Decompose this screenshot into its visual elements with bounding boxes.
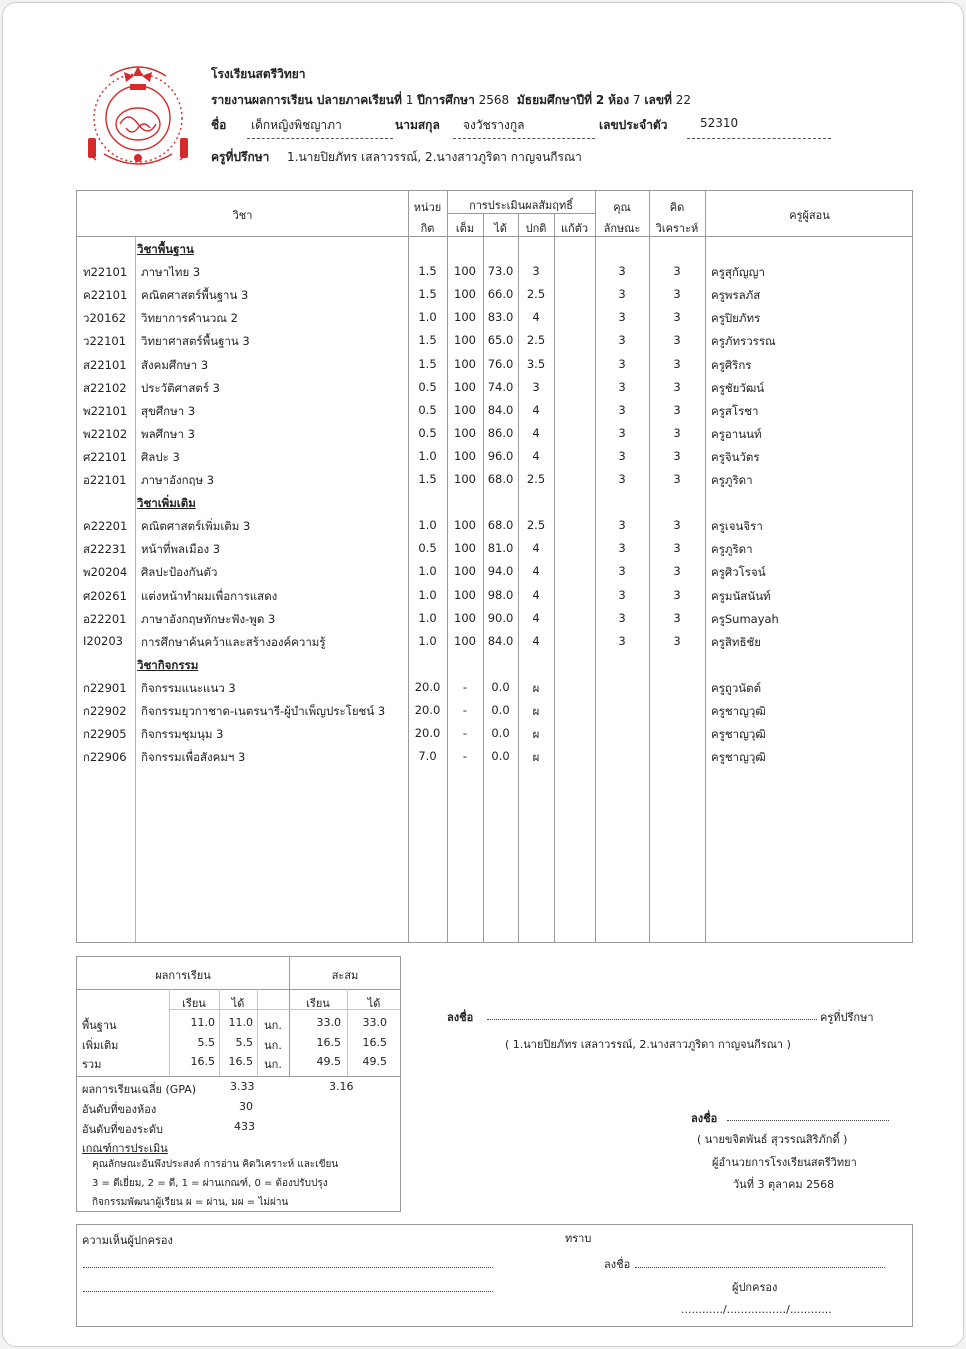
cell-credit: 0.5 [418, 425, 437, 440]
cell-teacher: ครูศิวโรจน์ [711, 565, 766, 580]
cell-trait: 3 [618, 587, 626, 602]
cell-teacher: ครูอานนท์ [711, 426, 762, 441]
section-title: วิชาพื้นฐาน [137, 242, 194, 256]
cell-trait: 3 [618, 425, 626, 440]
parent-role: ผู้ปกครอง [732, 1281, 778, 1294]
cell-teacher: ครูSumayah [711, 611, 779, 626]
cell-teacher: ครูภูริดา [711, 542, 753, 557]
cell-code: ก22906 [83, 750, 127, 765]
cell-grade: ผ [532, 750, 540, 765]
report-sheet [2, 2, 964, 1347]
cell-got: 84.0 [487, 402, 514, 417]
col-full: เต็ม [455, 222, 475, 235]
cell-teacher: ครูศิริกร [711, 357, 752, 372]
cell-trait: 3 [618, 541, 626, 556]
cell-got: 0.0 [491, 726, 510, 741]
cell-got: 65.0 [487, 333, 514, 348]
summary-c_study: 49.5 [316, 1055, 341, 1068]
cell-got: 66.0 [487, 287, 514, 302]
cell-full: 100 [454, 333, 476, 348]
cell-code: พ22102 [83, 426, 128, 441]
cell-credit: 1.0 [418, 587, 437, 602]
summary-c_got: 16.5 [362, 1035, 387, 1049]
cell-code: ค22101 [83, 288, 128, 303]
summary-study: 16.5 [190, 1055, 215, 1068]
cell-teacher: ครูภัทรวรรณ [711, 334, 776, 349]
summary-study: 11.0 [190, 1016, 215, 1029]
cell-name: สุขศึกษา 3 [141, 403, 196, 418]
sum-col-study: เรียน [182, 997, 206, 1010]
criteria-title: เกณฑ์การประเมิน [82, 1142, 168, 1155]
cell-grade: 2.5 [526, 333, 546, 348]
cell-code: ท22101 [83, 265, 128, 280]
summary-unit: นก. [264, 1038, 282, 1052]
cell-full: 100 [454, 310, 476, 325]
cell-code: ส22231 [83, 542, 127, 557]
cell-think: 3 [673, 287, 681, 302]
cell-code: ส22102 [83, 380, 127, 395]
cell-teacher: ครูพรลภัส [711, 288, 761, 303]
cell-think: 3 [673, 310, 681, 325]
cell-credit: 1.0 [418, 564, 437, 579]
cell-credit: 1.5 [418, 333, 437, 348]
student-id: 52310 [700, 116, 739, 130]
cell-got: 0.0 [491, 703, 510, 717]
director-sign-label: ลงชื่อ [691, 1112, 718, 1125]
cell-trait: 3 [618, 379, 626, 394]
parent-ack-label: ทราบ [565, 1232, 592, 1245]
cell-grade: 4 [532, 425, 540, 440]
cell-credit: 20.0 [414, 726, 441, 741]
col-credit-2: กิต [420, 222, 435, 235]
cell-got: 68.0 [487, 472, 514, 486]
cell-got: 73.0 [487, 264, 514, 279]
cell-full: 100 [454, 472, 476, 486]
cell-trait: 3 [618, 610, 626, 625]
cell-grade: 4 [532, 402, 540, 417]
summary-c_study: 33.0 [316, 1016, 341, 1029]
cell-got: 83.0 [487, 310, 514, 325]
cell-teacher: ครูสโรชา [711, 403, 759, 418]
cell-grade: 2.5 [526, 287, 546, 302]
cell-full: 100 [454, 633, 476, 648]
rank-level-value: 433 [234, 1120, 255, 1133]
cell-think: 3 [673, 587, 681, 602]
cell-credit: 1.5 [418, 356, 437, 371]
id-label: เลขประจำตัว [599, 118, 668, 132]
criteria-line-1: คุณลักษณะอันพึงประสงค์ การอ่าน คิดวิเคราะห์ และเขียน [92, 1159, 339, 1170]
cell-teacher: ครูมนัสนันท์ [711, 588, 771, 603]
col-think-2: วิเคราะห์ [655, 222, 699, 235]
director-title: ผู้อำนวยการโรงเรียนสตรีวิทยา [712, 1156, 857, 1169]
cell-think: 3 [673, 356, 681, 371]
cell-got: 76.0 [487, 356, 514, 371]
cell-credit: 20.0 [414, 679, 441, 694]
cell-full: 100 [454, 448, 476, 463]
cell-grade: 2.5 [526, 518, 546, 533]
cell-trait: 3 [618, 287, 626, 302]
cell-think: 3 [673, 333, 681, 348]
cell-got: 0.0 [491, 749, 510, 764]
cell-trait: 3 [618, 518, 626, 533]
cell-grade: 4 [532, 610, 540, 625]
cell-name: ภาษาอังกฤษ 3 [141, 473, 215, 487]
gpa-cumulative: 3.16 [329, 1080, 354, 1093]
school-name: โรงเรียนสตรีวิทยา [211, 67, 306, 81]
cell-credit: 1.0 [418, 310, 437, 325]
cell-trait: 3 [618, 310, 626, 325]
cell-full: 100 [454, 541, 476, 556]
cell-think: 3 [673, 541, 681, 556]
cell-code: ว22101 [83, 334, 127, 349]
parent-opinion-label: ความเห็นผู้ปกครอง [82, 1234, 173, 1247]
summary-c_got: 33.0 [362, 1016, 387, 1029]
cell-code: อ22201 [83, 611, 127, 626]
cell-code: ก22905 [83, 727, 127, 742]
cell-full: 100 [454, 356, 476, 371]
summary-got: 16.5 [228, 1055, 253, 1068]
cell-full: 100 [454, 264, 476, 279]
sum-col-cum-got: ได้ [367, 997, 381, 1010]
cell-name: แต่งหน้าทำผมเพื่อการแสดง [141, 588, 278, 603]
cell-teacher: ครูสิทธิชัย [711, 634, 762, 649]
cell-code: ศ22101 [83, 449, 127, 464]
cell-grade: 3.5 [526, 356, 546, 371]
cell-name: ศิลปะ 3 [141, 449, 180, 464]
cell-credit: 1.5 [418, 264, 437, 279]
cell-code: ว20162 [83, 311, 127, 326]
cell-credit: 1.0 [418, 448, 437, 463]
cell-got: 81.0 [487, 541, 514, 556]
cell-grade: 3 [532, 264, 540, 279]
cell-got: 96.0 [487, 448, 514, 463]
cell-name: กิจกรรมยุวกาชาด-เนตรนารี-ผู้บำเพ็ญประโยชน์ 3 [141, 704, 386, 718]
cell-credit: 20.0 [414, 703, 441, 717]
cell-credit: 7.0 [418, 749, 437, 764]
cell-credit: 0.5 [418, 402, 437, 417]
summary-got: 11.0 [228, 1016, 253, 1029]
cell-think: 3 [673, 379, 681, 394]
cell-think: 3 [673, 472, 681, 486]
cell-got: 98.0 [487, 587, 514, 602]
cell-trait: 3 [618, 633, 626, 648]
student-surname: จงวัชรางกูล [463, 118, 525, 132]
col-subject: วิชา [232, 209, 253, 222]
cell-name: ภาษาไทย 3 [141, 265, 201, 280]
advisor-sign-names: ( 1.นายปิยภัทร เสลาวรรณ์, 2.นางสาวภูริดา กาญจนกีรณา ) [505, 1038, 791, 1051]
cell-teacher: ครูสุกัญญา [711, 265, 765, 280]
cell-teacher: ครูชาญวุฒิ [711, 727, 766, 742]
col-trait-2: ลักษณะ [603, 222, 641, 235]
gpa-value: 3.33 [230, 1080, 255, 1093]
col-trait-1: คุณ [613, 201, 631, 214]
cell-teacher: ครูชัยวัฒน์ [711, 380, 765, 395]
cell-think: 3 [673, 402, 681, 417]
cell-name: การศึกษาค้นคว้าและสร้างองค์ความรู้ [141, 634, 326, 649]
cell-teacher: ครูจินวัตร [711, 449, 760, 464]
cell-grade: 3 [532, 379, 540, 394]
summary-result-title: ผลการเรียน [155, 969, 211, 982]
cell-trait: 3 [618, 356, 626, 371]
cell-trait: 3 [618, 564, 626, 579]
cell-credit: 1.5 [418, 287, 437, 302]
cell-name: ภาษาอังกฤษทักษะฟัง-พูด 3 [141, 611, 276, 626]
cell-credit: 0.5 [418, 541, 437, 556]
cell-think: 3 [673, 564, 681, 579]
cell-think: 3 [673, 610, 681, 625]
rank-level-label: อันดับที่ของระดับ [82, 1123, 163, 1136]
summary-got: 5.5 [235, 1035, 253, 1049]
cell-code: พ22101 [83, 403, 128, 418]
parent-date-line: ............/................./............ [681, 1303, 832, 1316]
cell-grade: 2.5 [526, 472, 546, 486]
col-teacher: ครูผู้สอน [789, 209, 830, 222]
cell-grade: 4 [532, 587, 540, 602]
cell-teacher: ครูถูวนัตต์ [711, 680, 762, 695]
cell-code: I20203 [83, 633, 123, 648]
criteria-line-2: 3 = ดีเยี่ยม, 2 = ดี, 1 = ผ่านเกณฑ์, 0 = ต้องปรับปรุง [92, 1178, 328, 1189]
cell-think: 3 [673, 425, 681, 440]
cell-grade: 4 [532, 448, 540, 463]
sum-col-got: ได้ [231, 997, 245, 1010]
cell-grade: 4 [532, 564, 540, 579]
cell-full: 100 [454, 379, 476, 394]
cell-full: 100 [454, 610, 476, 625]
cell-trait: 3 [618, 333, 626, 348]
col-normal: ปกติ [525, 222, 547, 235]
cell-got: 84.0 [487, 633, 514, 648]
cell-got: 94.0 [487, 564, 514, 579]
name-label: ชื่อ [211, 118, 227, 132]
cell-credit: 1.0 [418, 518, 437, 533]
cell-name: สังคมศึกษา 3 [141, 357, 209, 372]
cell-code: ค22201 [83, 519, 128, 534]
advisor-sign-label: ลงชื่อ [447, 1011, 474, 1024]
cell-name: ศิลปะป้องกันตัว [141, 565, 218, 580]
summary-unit: นก. [264, 1058, 282, 1071]
cell-full: 100 [454, 402, 476, 417]
director-name: ( นายขจิตพันธ์ สุวรรณสิริภักดิ์ ) [697, 1133, 848, 1146]
cell-grade: 4 [532, 541, 540, 556]
cell-name: วิทยาศาสตร์พื้นฐาน 3 [141, 334, 250, 349]
cell-think: 3 [673, 448, 681, 463]
cell-full: - [462, 703, 468, 717]
summary-box [76, 956, 401, 1212]
report-title-line: รายงานผลการเรียน ปลายภาคเรียนที่ 1 ปีการศึกษา 2568 มัธยมศึกษาปีที่ 2 ห้อง 7 เลขที่ 22 [211, 93, 692, 107]
report-date: วันที่ 3 ตุลาคม 2568 [733, 1178, 835, 1191]
cell-credit: 1.5 [418, 472, 437, 486]
cell-name: กิจกรรมเพื่อสังคมฯ 3 [141, 750, 246, 765]
cell-think: 3 [673, 264, 681, 279]
summary-label: รวม [82, 1058, 102, 1071]
section-title: วิชาเพิ่มเติม [137, 496, 196, 511]
col-assessment: การประเมินผลสัมฤทธิ์ [469, 199, 573, 212]
cell-got: 68.0 [487, 518, 514, 533]
cell-think: 3 [673, 633, 681, 648]
cell-name: วิทยาการคำนวณ 2 [141, 311, 238, 326]
col-remedial: แก้ตัว [560, 222, 589, 235]
cell-got: 0.0 [491, 679, 510, 694]
cell-code: อ22101 [83, 473, 127, 487]
advisor-sign-role: ครูที่ปรึกษา [820, 1011, 874, 1024]
cell-name: กิจกรรมชุมนุม 3 [141, 727, 224, 742]
cell-grade: ผ [532, 680, 540, 695]
cell-name: คณิตศาสตร์พื้นฐาน 3 [141, 288, 249, 303]
cell-grade: ผ [532, 704, 540, 718]
cell-got: 74.0 [487, 379, 514, 394]
cell-trait: 3 [618, 264, 626, 279]
cell-trait: 3 [618, 472, 626, 486]
cell-grade: 4 [532, 633, 540, 648]
cell-teacher: ครูเจนจิรา [711, 519, 763, 534]
cell-grade: 4 [532, 310, 540, 325]
cell-code: ส22101 [83, 357, 127, 372]
summary-label: พื้นฐาน [82, 1019, 117, 1032]
cell-full: 100 [454, 564, 476, 579]
summary-cumulative-title: สะสม [331, 969, 359, 982]
cell-credit: 1.0 [418, 610, 437, 625]
cell-name: คณิตศาสตร์เพิ่มเติม 3 [141, 519, 251, 534]
rank-room-value: 30 [239, 1100, 253, 1113]
col-got: ได้ [494, 222, 507, 235]
cell-got: 90.0 [487, 610, 514, 625]
parent-box [76, 1224, 913, 1327]
cell-code: ก22902 [83, 704, 127, 718]
cell-trait: 3 [618, 448, 626, 463]
cell-code: ก22901 [83, 680, 127, 695]
col-think-1: คิด [669, 201, 685, 214]
cell-teacher: ครูชาญวุฒิ [711, 704, 766, 718]
summary-c_study: 16.5 [316, 1035, 341, 1049]
cell-credit: 1.0 [418, 633, 437, 648]
advisor-label: ครูที่ปรึกษา [211, 150, 270, 164]
criteria-line-3: กิจกรรมพัฒนาผู้เรียน ผ = ผ่าน, มผ = ไม่ผ่าน [92, 1197, 289, 1208]
section-title: วิชากิจกรรม [137, 657, 199, 672]
summary-c_got: 49.5 [362, 1055, 387, 1068]
gpa-label: ผลการเรียนเฉลี่ย (GPA) [82, 1083, 197, 1096]
cell-code: ศ20261 [83, 588, 127, 603]
cell-name: ประวัติศาสตร์ 3 [141, 380, 220, 395]
school-logo-icon [80, 58, 197, 174]
advisor-names: 1.นายปิยภัทร เสลาวรรณ์, 2.นางสาวภูริดา กาญจนกีรณา [287, 150, 582, 164]
parent-sign-label: ลงชื่อ [604, 1258, 631, 1271]
cell-code: พ20204 [83, 565, 128, 580]
grades-table [76, 190, 913, 943]
cell-full: - [462, 679, 468, 694]
cell-name: กิจกรรมแนะแนว 3 [141, 680, 236, 695]
cell-trait: 3 [618, 402, 626, 417]
cell-name: หน้าที่พลเมือง 3 [141, 542, 221, 557]
cell-full: - [462, 726, 468, 741]
sum-col-cum-study: เรียน [306, 997, 330, 1010]
surname-label: นามสกุล [395, 118, 440, 132]
cell-name: พลศึกษา 3 [141, 426, 195, 441]
cell-full: 100 [454, 287, 476, 302]
cell-credit: 0.5 [418, 379, 437, 394]
summary-label: เพิ่มเติม [82, 1038, 119, 1052]
cell-teacher: ครูปิยภัทร [711, 311, 761, 326]
cell-teacher: ครูชาญวุฒิ [711, 750, 766, 765]
rank-room-label: อันดับที่ของห้อง [82, 1103, 157, 1116]
cell-think: 3 [673, 518, 681, 533]
cell-full: 100 [454, 587, 476, 602]
cell-full: - [462, 749, 468, 764]
student-name: เด็กหญิงพิชญาภา [251, 118, 342, 132]
cell-teacher: ครูภูริดา [711, 473, 753, 487]
cell-grade: ผ [532, 727, 540, 742]
col-credit-1: หน่วย [413, 201, 442, 214]
summary-unit: นก. [264, 1019, 282, 1032]
cell-full: 100 [454, 425, 476, 440]
cell-full: 100 [454, 518, 476, 533]
summary-study: 5.5 [197, 1035, 215, 1049]
cell-got: 86.0 [487, 425, 514, 440]
